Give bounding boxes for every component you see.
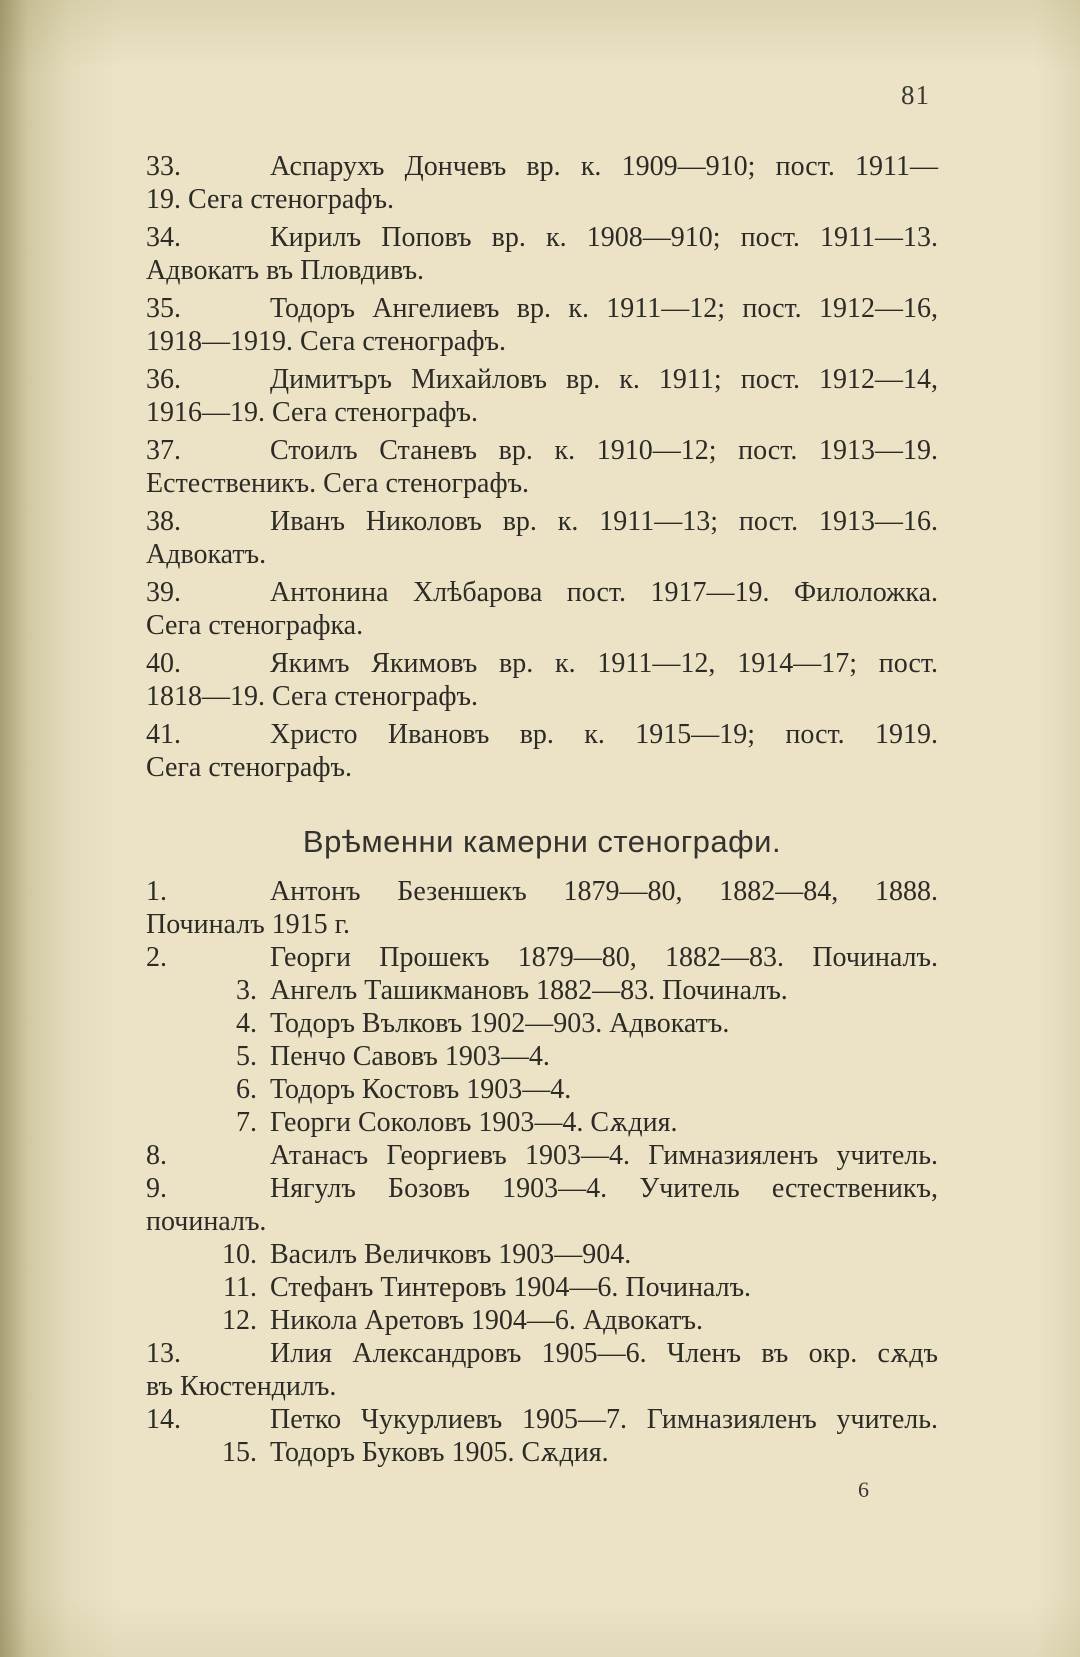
entry-number: 33. (146, 151, 181, 182)
entry-number: 6. (236, 1074, 257, 1105)
entry-number: 4. (236, 1008, 257, 1039)
entry-text: Илия Александровъ 1905—6. Членъ въ окр. сѫдъ (270, 1338, 938, 1369)
entry-text: Георги Соколовъ 1903—4. Сѫдия. (270, 1107, 678, 1138)
entry-first-line (146, 292, 938, 325)
entry-number: 38. (146, 506, 181, 537)
entry-first-line (146, 505, 938, 538)
entry-34 (146, 221, 938, 287)
entry-first-line (146, 1172, 938, 1205)
entry-first-line (146, 434, 938, 467)
entry-text: Якимъ Якимовъ вр. к. 1911—12, 1914—17; пост. (270, 648, 938, 679)
entry-text: Тодоръ Ангелиевъ вр. к. 1911—12; пост. 1912—16, (270, 293, 938, 324)
entry-text: въ Кюстендилъ. (146, 1371, 337, 1402)
entry-37 (146, 434, 938, 500)
entry-41 (146, 718, 938, 784)
entry-continuation-line (146, 254, 938, 287)
entry-number: 2. (146, 942, 167, 973)
entry-36 (146, 363, 938, 429)
entry-text: Димитъръ Михайловъ вр. к. 1911; пост. 1912—14, (270, 364, 938, 395)
page-number: 81 (901, 80, 930, 110)
entry-number: 34. (146, 222, 181, 253)
entry-text: Аспарухъ Дончевъ вр. к. 1909—910; пост. 1911— (270, 151, 938, 182)
entry-text: Тодоръ Вълковъ 1902—903. Адвокатъ. (270, 1008, 730, 1039)
entry-first-line (146, 1436, 938, 1469)
temporary-stenographers-list (146, 875, 938, 1469)
entry-continuation-line (146, 609, 938, 642)
entry-39 (146, 576, 938, 642)
section-heading: Врѣменни камерни стенографи. (302, 824, 782, 859)
entry-text: Атанасъ Георгиевъ 1903—4. Гимназияленъ учитель. (270, 1140, 938, 1171)
entry-continuation-line (146, 908, 938, 941)
entry-text: Никола Аретовъ 1904—6. Адвокатъ. (270, 1305, 704, 1336)
entry-33 (146, 150, 938, 216)
entry-number: 15. (222, 1437, 257, 1468)
entry-38 (146, 505, 938, 571)
entry-3 (146, 974, 938, 1007)
entry-number: 35. (146, 293, 181, 324)
entry-continuation-line (146, 538, 938, 571)
stenographers-list (146, 150, 938, 789)
entry-text: Адвокатъ въ Пловдивъ. (146, 255, 425, 286)
entry-first-line (146, 1304, 938, 1337)
entry-text: 1918—1919. Сега стенографъ. (146, 326, 506, 357)
entry-14 (146, 1403, 938, 1436)
entry-continuation-line (146, 396, 938, 429)
entry-number: 9. (146, 1173, 167, 1204)
entry-text: Сега стенографъ. (146, 752, 352, 783)
entry-text: Починалъ 1915 г. (146, 909, 350, 940)
entry-continuation-line (146, 1205, 938, 1238)
signature-mark: 6 (858, 1477, 869, 1502)
entry-text: Георги Прошекъ 1879—80, 1882—83. Починалъ. (270, 942, 938, 973)
entry-number: 12. (222, 1305, 257, 1336)
entry-13 (146, 1337, 938, 1403)
entry-first-line (146, 875, 938, 908)
entry-text: Пенчо Савовъ 1903—4. (270, 1041, 550, 1072)
entry-text: Василъ Величковъ 1903—904. (270, 1239, 632, 1270)
entry-first-line (146, 1337, 938, 1370)
entry-7 (146, 1106, 938, 1139)
entry-text: Антонина Хлѣбарова пост. 1917—19. Филоложка. (270, 577, 938, 608)
entry-number: 14. (146, 1404, 181, 1435)
entry-10 (146, 1238, 938, 1271)
entry-8 (146, 1139, 938, 1172)
entry-number: 1. (146, 876, 167, 907)
entry-number: 40. (146, 648, 181, 679)
entry-text: 19. Сега стенографъ. (146, 184, 394, 215)
entry-first-line (146, 363, 938, 396)
entry-first-line (146, 941, 938, 974)
entry-number: 5. (236, 1041, 257, 1072)
entry-first-line (146, 1007, 938, 1040)
entry-number: 13. (146, 1338, 181, 1369)
entry-15 (146, 1436, 938, 1469)
entry-text: Стефанъ Тинтеровъ 1904—6. Починалъ. (270, 1272, 752, 1303)
entry-first-line (146, 1238, 938, 1271)
entry-continuation-line (146, 183, 938, 216)
entry-35 (146, 292, 938, 358)
entry-40 (146, 647, 938, 713)
entry-first-line (146, 1073, 938, 1106)
entry-number: 7. (236, 1107, 257, 1138)
entry-text: 1818—19. Сега стенографъ. (146, 681, 478, 712)
entry-first-line (146, 1040, 938, 1073)
entry-1 (146, 875, 938, 941)
entry-text: Ангелъ Ташикмановъ 1882—83. Починалъ. (270, 975, 788, 1006)
entry-first-line (146, 647, 938, 680)
entry-5 (146, 1040, 938, 1073)
entry-text: 1916—19. Сега стенографъ. (146, 397, 478, 428)
entry-12 (146, 1304, 938, 1337)
entry-continuation-line (146, 1370, 938, 1403)
entry-number: 3. (236, 975, 257, 1006)
entry-number: 8. (146, 1140, 167, 1171)
entry-text: починалъ. (146, 1206, 267, 1237)
entry-number: 39. (146, 577, 181, 608)
entry-6 (146, 1073, 938, 1106)
entry-text: Антонъ Безеншекъ 1879—80, 1882—84, 1888. (270, 876, 938, 907)
entry-number: 36. (146, 364, 181, 395)
entry-first-line (146, 1271, 938, 1304)
entry-first-line (146, 1106, 938, 1139)
entry-continuation-line (146, 751, 938, 784)
entry-number: 37. (146, 435, 181, 466)
entry-first-line (146, 1403, 938, 1436)
entry-first-line (146, 150, 938, 183)
entry-text: Стоилъ Станевъ вр. к. 1910—12; пост. 1913—19. (270, 435, 938, 466)
entry-11 (146, 1271, 938, 1304)
entry-number: 41. (146, 719, 181, 750)
entry-continuation-line (146, 325, 938, 358)
entry-text: Иванъ Николовъ вр. к. 1911—13; пост. 1913—16. (270, 506, 938, 537)
entry-2 (146, 941, 938, 974)
entry-first-line (146, 718, 938, 751)
entry-number: 11. (223, 1272, 257, 1303)
entry-first-line (146, 974, 938, 1007)
entry-continuation-line (146, 467, 938, 500)
entry-9 (146, 1172, 938, 1238)
entry-number: 10. (222, 1239, 257, 1270)
entry-text: Нягулъ Бозовъ 1903—4. Учитель естественикъ, (270, 1173, 938, 1204)
entry-text: Христо Ивановъ вр. к. 1915—19; пост. 1919. (270, 719, 938, 750)
entry-text: Петко Чукурлиевъ 1905—7. Гимназияленъ учитель. (270, 1404, 938, 1435)
entry-4 (146, 1007, 938, 1040)
entry-text: Естественикъ. Сега стенографъ. (146, 468, 530, 499)
entry-first-line (146, 1139, 938, 1172)
entry-text: Адвокатъ. (146, 539, 267, 570)
entry-text: Кирилъ Поповъ вр. к. 1908—910; пост. 1911—13. (270, 222, 938, 253)
entry-text: Сега стенографка. (146, 610, 364, 641)
entry-first-line (146, 221, 938, 254)
entry-text: Тодоръ Костовъ 1903—4. (270, 1074, 572, 1105)
entry-text: Тодоръ Буковъ 1905. Сѫдия. (270, 1437, 609, 1468)
entry-continuation-line (146, 680, 938, 713)
entry-first-line (146, 576, 938, 609)
